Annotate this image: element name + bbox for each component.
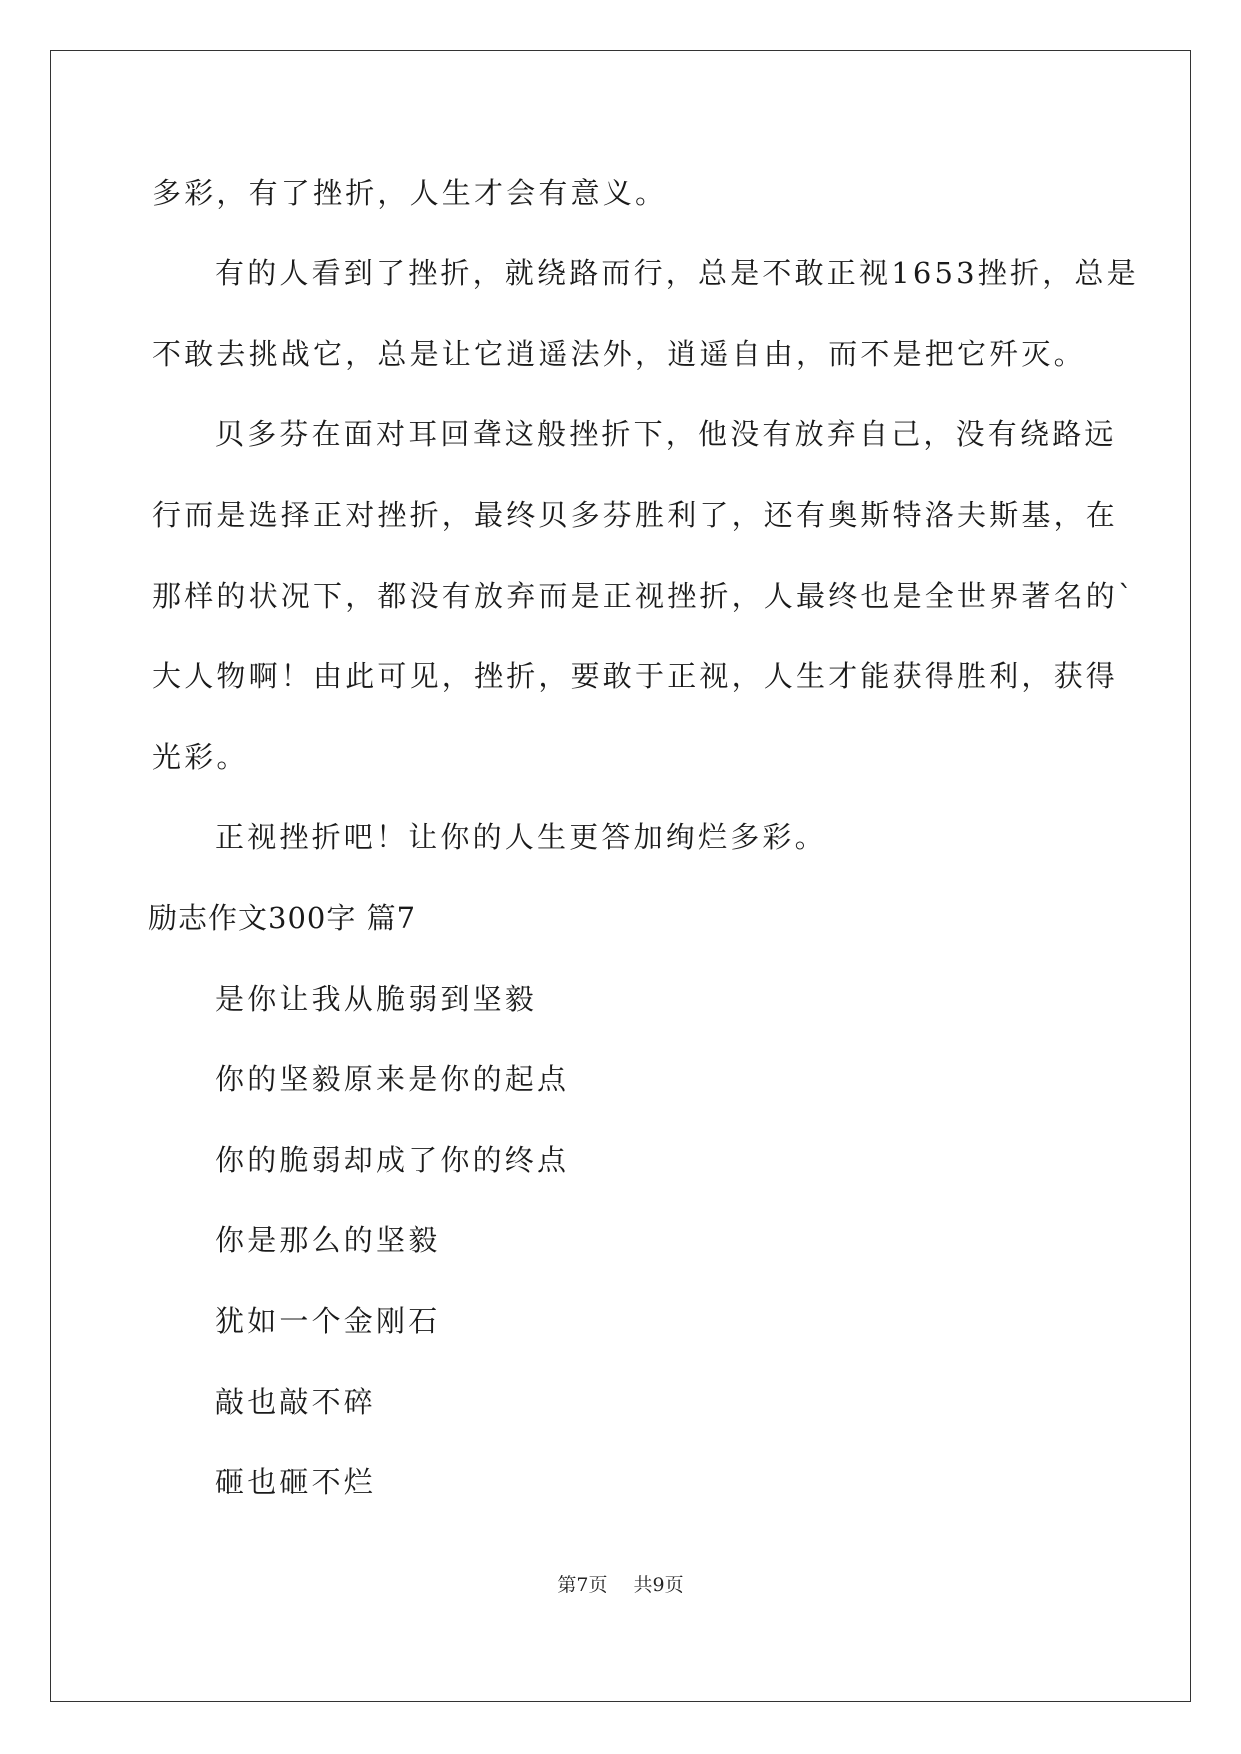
paragraph-line: 那样的状况下，都没有放弃而是正视挫折，人最终也是全世界著名的` [152, 579, 1136, 613]
poem-line: 是你让我从脆弱到坚毅 [215, 982, 538, 1016]
poem-line: 你是那么的坚毅 [215, 1223, 441, 1257]
paragraph-line: 多彩，有了挫折，人生才会有意义。 [152, 176, 668, 210]
paragraph-line: 有的人看到了挫折，就绕路而行，总是不敢正视1653挫折，总是 [215, 256, 1139, 290]
paragraph-line: 光彩。 [152, 740, 249, 774]
page-border [50, 50, 1191, 1702]
poem-line: 你的脆弱却成了你的终点 [215, 1143, 570, 1177]
paragraph-line: 大人物啊！由此可见，挫折，要敢于正视，人生才能获得胜利，获得 [152, 659, 1119, 693]
poem-line: 砸也砸不烂 [215, 1465, 377, 1499]
page-footer [0, 1572, 1241, 1598]
poem-line: 你的坚毅原来是你的起点 [215, 1062, 570, 1096]
paragraph-line: 行而是选择正对挫折，最终贝多芬胜利了，还有奥斯特洛夫斯基，在 [152, 498, 1119, 532]
page-number: 第7页 [557, 1574, 608, 1596]
poem-line: 犹如一个金刚石 [215, 1304, 441, 1338]
page-total: 共9页 [633, 1574, 684, 1596]
paragraph-line: 贝多芬在面对耳回聋这般挫折下，他没有放弃自己，没有绕路远 [215, 417, 1117, 451]
poem-line: 敲也敲不碎 [215, 1385, 377, 1419]
paragraph-line: 正视挫折吧！让你的人生更答加绚烂多彩。 [215, 820, 827, 854]
section-heading: 励志作文300字 篇7 [148, 901, 417, 935]
paragraph-line: 不敢去挑战它，总是让它逍遥法外，逍遥自由，而不是把它歼灭。 [152, 337, 1086, 371]
